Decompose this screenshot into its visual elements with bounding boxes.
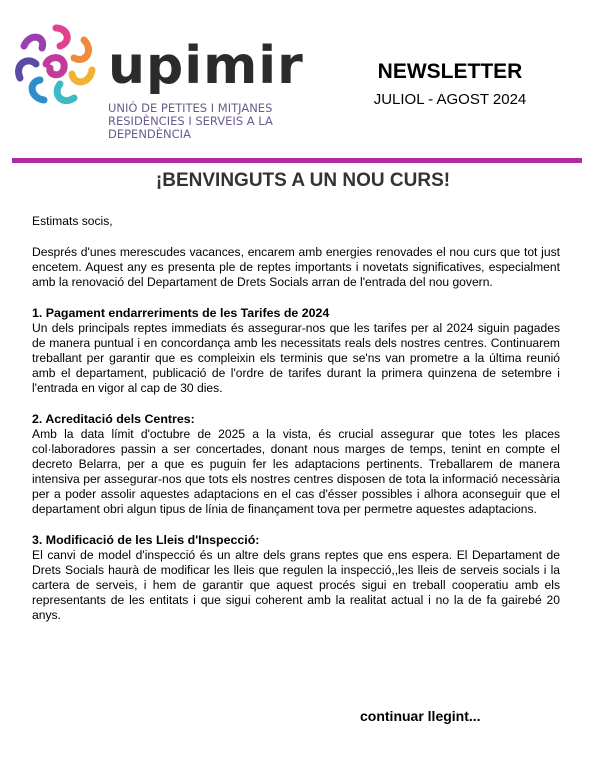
section-tariffs <box>32 306 560 396</box>
newsletter-title: NEWSLETTER <box>377 60 523 83</box>
upimir-logo-icon <box>10 18 102 110</box>
section-heading: 3. Modificació de les Lleis d'Inspecció: <box>32 533 260 547</box>
logo-wordmark: upimir <box>108 36 304 96</box>
logo-subtitle <box>108 102 298 141</box>
logo-subtitle-line: UNIÓ DE PETITES I MITJANES <box>108 101 273 115</box>
section-heading: 1. Pagament endarreriments de les Tarifes de 2024 <box>32 306 330 320</box>
greeting: Estimats socis, <box>32 214 113 228</box>
header-divider <box>12 158 582 163</box>
section-text: Un dels principals reptes immediats és assegurar-nos que les tarifes per al 2024 siguin pagades de manera puntual i en concordança amb les necessitats reals dels nostres centres. Continuarem treballant per garantir que es compleixin els terminis que se'ns van prometre a la última reunió amb el departament, publicació de l'ordre de tarifes durant la primera quinzena de setembre i l'entrada en vigor al cap de 30 dies. <box>32 321 560 395</box>
page-title: ¡BENVINGUTS A UN NOU CURS! <box>155 170 451 191</box>
newsletter-date: JULIOL - AGOST 2024 <box>373 91 527 108</box>
newsletter-header <box>0 0 606 160</box>
logo-subtitle-line: RESIDÈNCIES I SERVEIS A LA <box>108 114 273 128</box>
continue-reading-link[interactable]: continuar llegint... <box>360 708 481 724</box>
section-text: Amb la data límit d'octubre de 2025 a la vista, és crucial assegurar que totes les places col·laboradores passin a ser concertades, donant nous marges de temps, tenint en compte el decreto Belarra, per a que es puguin fer les adaptacions pertinents. Treballarem de manera intensiva per assegurar-nos que tots els nostres centres disposen de tota la informació necessària per a poder assolir aquestes adaptacions en el cas d'ésser possibles i alhora aconseguir que el departament obri algun tipus de línia de finançament tova per permetre aquestes adaptacions. <box>32 427 560 516</box>
section-heading: 2. Acreditació dels Centres: <box>32 412 195 426</box>
section-accreditation <box>32 412 560 517</box>
newsletter-body <box>32 214 560 639</box>
logo-subtitle-line: DEPENDÈNCIA <box>108 127 191 141</box>
section-text: El canvi de model d'inspecció és un altre dels grans reptes que ens espera. El Departament de Drets Socials haurà de modificar les lleis que regulen la inspecció,,les lleis de serveis socials i la cartera de serveis, i hem de garantir que aquest procés sigui en treball cooperatiu amb els representants de les entitats i que sigui coherent amb la realitat actual i no la de fa gairebé 20 anys. <box>32 548 560 622</box>
intro-paragraph: Després d'unes merescudes vacances, encarem amb energies renovades el nou curs que tot just encetem. Aquest any es presenta ple de reptes importants i novetats significatives, especialment amb la renovació del Departament de Drets Socials arran de l'entrada del nou govern. <box>32 245 560 289</box>
section-inspection <box>32 533 560 623</box>
